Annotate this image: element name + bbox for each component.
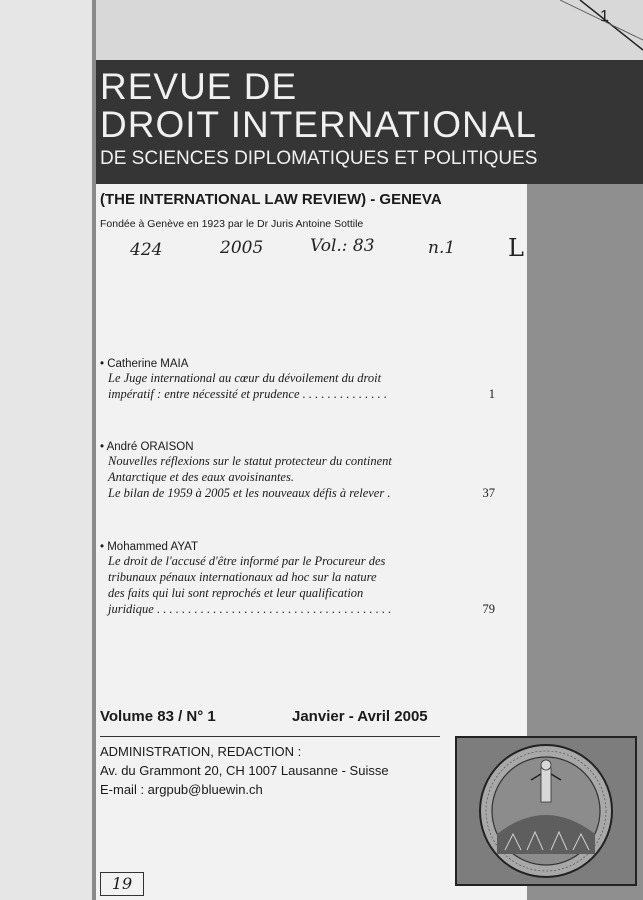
handwritten-year: 2005	[220, 238, 264, 258]
issue-volume: Volume 83 / N° 1	[100, 708, 216, 725]
handwritten-mark: L	[508, 234, 524, 262]
journal-subtitle: DE SCIENCES DIPLOMATIQUES ET POLITIQUES	[100, 148, 538, 169]
binding-strip	[0, 0, 96, 900]
toc-entry	[100, 541, 495, 617]
admin-heading: ADMINISTRATION, REDACTION :	[100, 744, 302, 759]
handwritten-number: n.1	[428, 238, 456, 258]
journal-title-line2: DROIT INTERNATIONAL	[100, 104, 538, 145]
admin-email: E-mail : argpub@bluewin.ch	[100, 782, 263, 797]
toc-author: • Catherine MAIA	[100, 358, 189, 370]
toc-title-line: des faits qui lui sont reprochés et leur qualification	[108, 586, 364, 600]
handwritten-volume: Vol.: 83	[310, 236, 375, 256]
issue-date: Janvier - Avril 2005	[292, 708, 428, 725]
toc-entry	[100, 358, 495, 402]
english-title: (THE INTERNATIONAL LAW REVIEW) - GENEVA	[100, 191, 442, 208]
handwritten-corner-number: 1	[600, 8, 609, 25]
toc-title-line: juridique . . . . . . . . . . . . . . . . . . . . . . . . . . . . . . . . . . . . . .	[108, 602, 392, 616]
toc-page-number: 37	[482, 486, 495, 500]
toc-author: • André ORAISON	[100, 441, 194, 453]
seal-emblem-icon	[457, 738, 635, 884]
handwritten-box-number: 19	[100, 872, 144, 896]
admin-address: Av. du Grammont 20, CH 1007 Lausanne - Suisse	[100, 763, 389, 778]
administration-block	[100, 742, 389, 799]
toc-title-line: Antarctique et des eaux avoisinantes.	[108, 470, 294, 484]
toc-author: • Mohammed AYAT	[100, 541, 198, 553]
toc-title-line: Nouvelles réflexions sur le statut protecteur du continent	[108, 454, 392, 468]
toc-title-line: Le Juge international au cœur du dévoilement du droit	[108, 371, 382, 385]
seal-emblem	[455, 736, 637, 886]
toc-title-line: Le bilan de 1959 à 2005 et les nouveaux défis à relever .	[108, 486, 391, 500]
divider-rule	[100, 736, 440, 737]
founded-note: Fondée à Genève en 1923 par le Dr Juris Antoine Sottile	[100, 218, 364, 230]
toc-entry	[100, 441, 495, 501]
toc-page-number: 1	[488, 387, 495, 401]
handwritten-call-number: 424	[130, 240, 163, 260]
journal-title-line1: REVUE DE	[100, 66, 298, 107]
toc-title-line: impératif : entre nécessité et prudence . . . . . . . . . . . . . .	[108, 387, 387, 401]
toc-title-line: tribunaux pénaux internationaux ad hoc sur la nature	[108, 570, 377, 584]
toc-page-number: 79	[482, 602, 495, 616]
toc-title-line: Le droit de l'accusé d'être informé par le Procureur des	[108, 554, 386, 568]
